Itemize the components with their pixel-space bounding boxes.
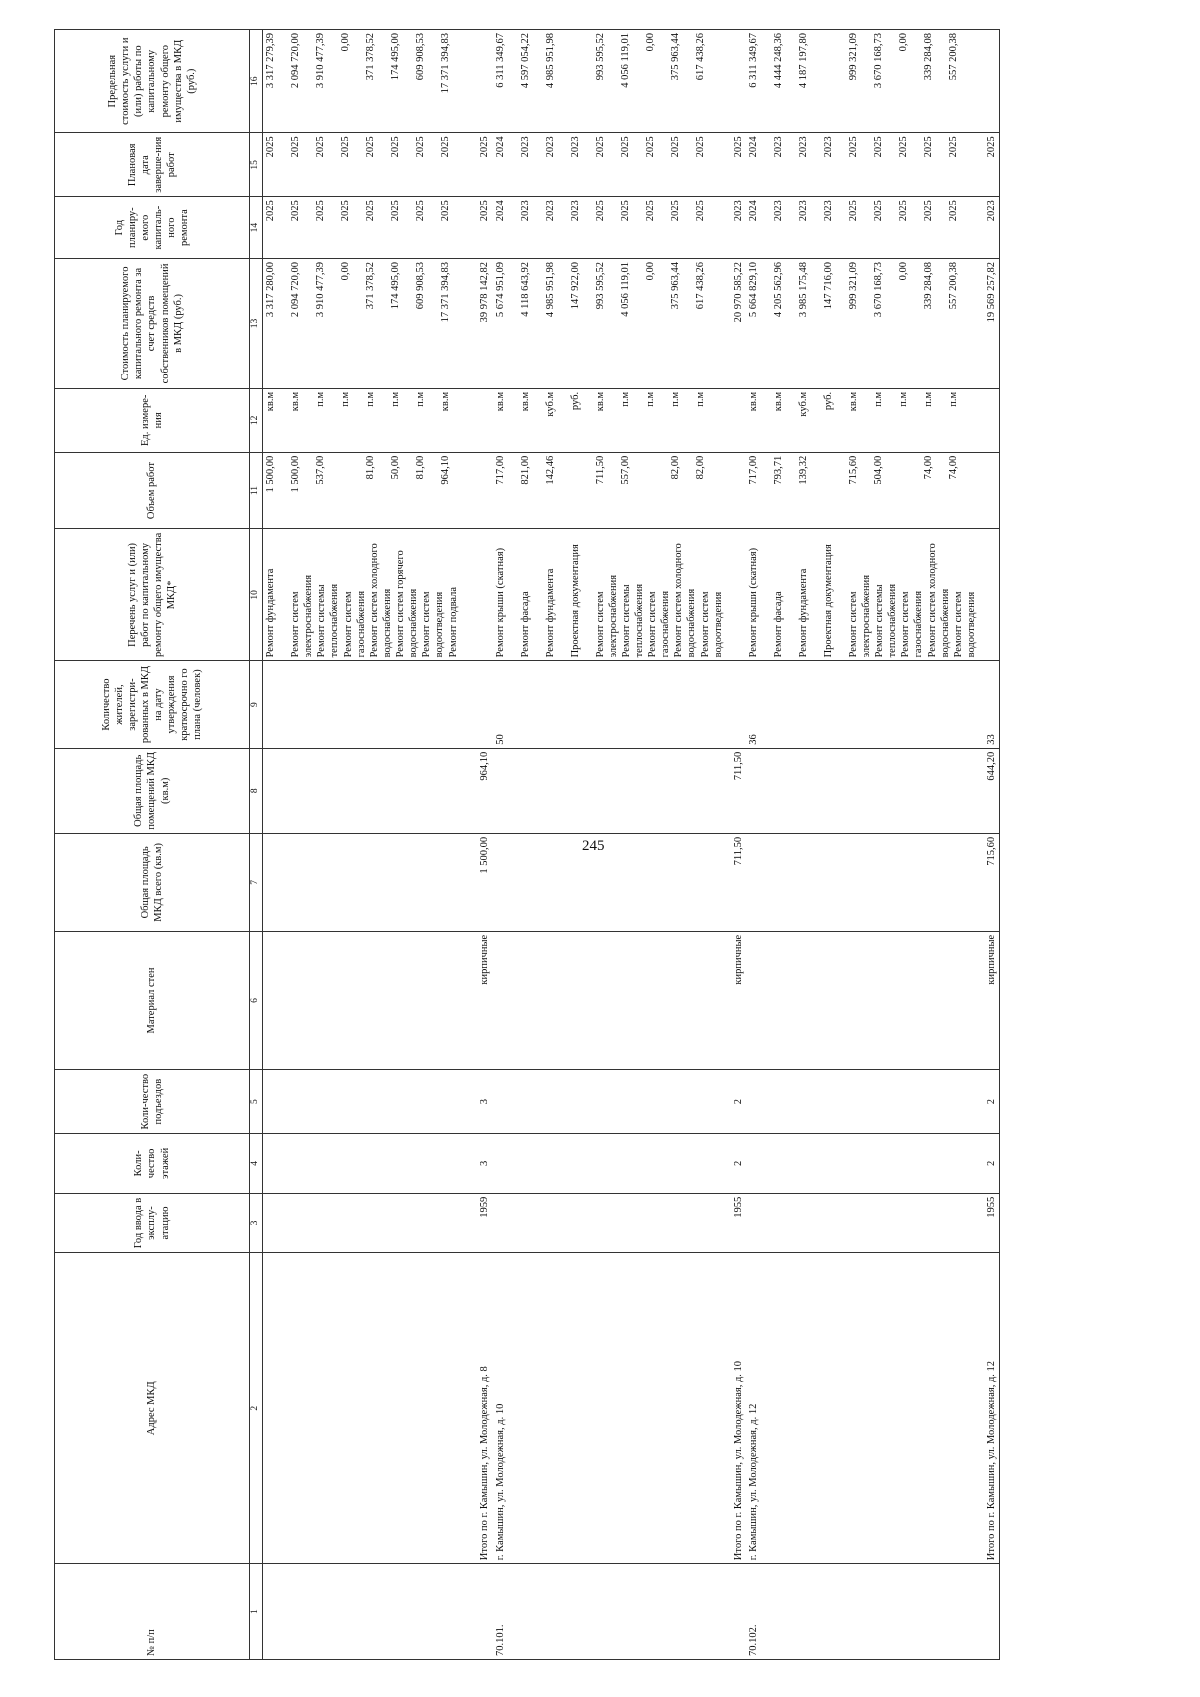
- cell-value: Ремонт крыши (скатная): [494, 547, 506, 658]
- col-header-entrances: Коли-чество подъездов: [55, 1070, 250, 1134]
- cell-value: 617 438,26: [694, 262, 706, 310]
- cell-value: Проектная документация: [569, 544, 581, 658]
- cell-value: руб.: [569, 391, 581, 411]
- col-header-limit-cost: Предельная стоимость услуги и (или) работы по капитальному ремонту общего имущества в МКД (руб.): [55, 30, 250, 133]
- cell-value: Ремонт систем газоснабжения: [647, 590, 672, 658]
- cell-value: кв.м: [772, 391, 784, 412]
- cell-value: п.м: [922, 391, 934, 407]
- house-block-70-102: [746, 30, 979, 1660]
- cell-value: 17 371 394,83: [440, 33, 451, 94]
- col-number: 4: [250, 1134, 263, 1194]
- cell-value: 17 371 394,83: [440, 262, 451, 323]
- cell-value: 375 963,44: [669, 262, 681, 310]
- cell-value: 81,00: [415, 455, 426, 480]
- cell-value: 4 056 119,01: [619, 262, 631, 317]
- cell-value: п.м: [947, 391, 959, 407]
- cell-value: 0,00: [340, 262, 351, 281]
- cell-value: 2025: [440, 136, 451, 158]
- cell-value: 4 118 643,92: [519, 262, 531, 317]
- limit-list: [263, 30, 473, 133]
- cell-value: 147 922,00: [569, 262, 581, 310]
- cell-value: 821,00: [519, 455, 531, 485]
- cell-value: Ремонт крыши (скатная): [747, 547, 759, 658]
- cell-value: 82,00: [694, 455, 706, 480]
- cell-value: Ремонт систем электроснабжения: [847, 574, 872, 658]
- total-row-3: [979, 30, 1000, 1660]
- cell-value: 4 187 197,80: [797, 33, 809, 89]
- cell-value: куб.м: [797, 391, 809, 417]
- page-number: 245: [582, 838, 605, 854]
- floors: 2: [726, 1134, 746, 1194]
- cell-value: 339 284,08: [922, 33, 934, 81]
- cell-value: Ремонт систем водоотведения: [952, 591, 977, 658]
- cell-value: 0,00: [897, 262, 909, 281]
- cell-value: 4 056 119,01: [619, 33, 631, 88]
- limit-list: [493, 30, 726, 133]
- col-number: 8: [250, 748, 263, 833]
- cell-value: 375 963,44: [669, 33, 681, 81]
- year-built: 1955: [726, 1193, 746, 1253]
- cell-value: 74,00: [947, 455, 959, 480]
- works-list: [263, 529, 473, 661]
- area-total: 711,50: [726, 833, 746, 931]
- volume-list: [263, 452, 473, 529]
- cell-value: 2025: [415, 136, 426, 158]
- cell-value: 82,00: [669, 455, 681, 480]
- capital-repair-table: [54, 29, 1000, 1660]
- cell-value: 2025: [694, 200, 706, 222]
- cell-value: Ремонт фундамента: [265, 568, 276, 658]
- cell-value: 2025: [669, 200, 681, 222]
- cell-value: п.м: [390, 391, 401, 407]
- year-built: 1959: [473, 1193, 493, 1253]
- works-list: [493, 529, 726, 661]
- cell-value: п.м: [365, 391, 376, 407]
- cell-value: 2025: [265, 200, 276, 222]
- col-number: 5: [250, 1070, 263, 1134]
- cell-value: 139,32: [797, 455, 809, 485]
- cell-value: 2025: [619, 136, 631, 158]
- cell-value: кв.м: [519, 391, 531, 412]
- cell-value: 2023: [519, 200, 531, 222]
- cell-value: 504,00: [872, 455, 884, 485]
- cell-value: кв.м: [494, 391, 506, 412]
- cell-value: 2025: [947, 200, 959, 222]
- col-number: 10: [250, 529, 263, 661]
- total-row-1: [473, 30, 493, 1660]
- area-rooms: 644,20: [979, 748, 1000, 833]
- cell-value: 3 910 477,39: [315, 33, 326, 89]
- cell-value: 711,50: [594, 455, 606, 485]
- cell-value: 339 284,08: [922, 262, 934, 310]
- cell-value: 3 985 175,48: [797, 262, 809, 318]
- cell-value: 2024: [494, 200, 506, 222]
- cell-value: 2023: [822, 200, 834, 222]
- col-number: 6: [250, 931, 263, 1069]
- total-date-plan: 2025: [726, 133, 746, 197]
- cell-value: 2023: [519, 136, 531, 158]
- col-header-area-rooms: Общая площадь помещений МКД (кв.м): [55, 748, 250, 833]
- cell-value: 4 205 562,96: [772, 262, 784, 318]
- house-block-70-101: [493, 30, 726, 1660]
- house-address: г. Камышин, ул. Молодежная, д. 12: [746, 1253, 979, 1564]
- cell-value: 2025: [847, 136, 859, 158]
- cell-value: п.м: [694, 391, 706, 407]
- cell-value: 2024: [747, 200, 759, 222]
- cell-value: Ремонт систем холодного водоснабжения: [673, 543, 698, 658]
- cell-value: 2025: [872, 200, 884, 222]
- cell-value: 0,00: [644, 262, 656, 281]
- unit-list: [493, 388, 726, 452]
- cell-value: кв.м: [440, 391, 451, 412]
- cell-value: 557 200,38: [947, 33, 959, 81]
- cell-value: руб.: [822, 391, 834, 411]
- cell-value: 2025: [897, 200, 909, 222]
- cell-value: кв.м: [747, 391, 759, 412]
- col-number: 7: [250, 833, 263, 931]
- cell-value: 2025: [872, 136, 884, 158]
- cell-value: Ремонт системы теплоснабжения: [316, 583, 341, 658]
- col-header-works: Перечень услуг и (или) работ по капитальному ремонту общего имущества МКД*: [55, 529, 250, 661]
- cell-value: 2025: [290, 200, 301, 222]
- cell-value: 2025: [365, 136, 376, 158]
- cell-value: Ремонт фасада: [772, 591, 784, 658]
- total-year-plan: 2023: [726, 197, 746, 259]
- cell-value: 142,46: [544, 455, 556, 485]
- cell-value: 3 670 168,73: [872, 33, 884, 89]
- total-year-plan: 2023: [979, 197, 1000, 259]
- cell-value: [897, 456, 922, 526]
- cell-value: [644, 456, 669, 526]
- total-date-plan: 2025: [979, 133, 1000, 197]
- cell-value: куб.м: [544, 391, 556, 417]
- cell-value: 793,71: [772, 455, 784, 485]
- cell-value: 717,00: [494, 455, 506, 485]
- cell-value: 6 311 349,67: [747, 33, 759, 88]
- col-header-residents: Количество жителей, зарегистри-рованных в МКД на дату утверждения краткосрочно го плана (человек): [55, 661, 250, 748]
- total-label: Итого по г. Камышин, ул. Молодежная, д. 10: [726, 1253, 746, 1564]
- floors: 3: [473, 1134, 493, 1194]
- col-header-address: Адрес МКД: [55, 1253, 250, 1564]
- total-cost: 39 978 142,82: [473, 259, 493, 389]
- cell-value: 2025: [594, 136, 606, 158]
- cell-value: п.м: [619, 391, 631, 407]
- cell-value: 2023: [544, 200, 556, 222]
- cell-value: 3 910 477,39: [315, 262, 326, 318]
- total-label: Итого по г. Камышин, ул. Молодежная, д. 12: [979, 1253, 1000, 1564]
- cell-value: 2025: [390, 136, 401, 158]
- floors: 2: [979, 1134, 1000, 1194]
- cell-value: 2023: [544, 136, 556, 158]
- column-number-row: [250, 30, 263, 1660]
- cell-value: 174 495,00: [390, 33, 401, 81]
- col-header-num: № п/п: [55, 1564, 250, 1660]
- wall-material: кирпичные: [726, 931, 746, 1069]
- cell-value: 2025: [947, 136, 959, 158]
- volume-list: [493, 452, 726, 529]
- total-row-2: [726, 30, 746, 1660]
- cell-value: Проектная документация: [822, 544, 834, 658]
- cell-value: 371 378,52: [365, 262, 376, 310]
- row-number: 70.102.: [746, 1564, 979, 1660]
- entrances: 2: [726, 1070, 746, 1134]
- cell-value: 2023: [797, 136, 809, 158]
- cell-value: 2 094 720,00: [290, 262, 301, 318]
- cell-value: п.м: [315, 391, 326, 407]
- cell-value: Ремонт подвала: [447, 586, 459, 658]
- cell-value: 0,00: [897, 33, 909, 52]
- cell-value: 2025: [340, 136, 351, 158]
- cell-value: 4 444 248,36: [772, 33, 784, 89]
- year-list: [746, 197, 979, 259]
- cost-list: [493, 259, 726, 389]
- cell-value: 2 094 720,00: [290, 33, 301, 89]
- cell-value: 0,00: [340, 33, 351, 52]
- col-number: 14: [250, 197, 263, 259]
- cell-value: 81,00: [365, 455, 376, 480]
- col-number: 9: [250, 661, 263, 748]
- cell-value: 964,10: [440, 455, 451, 485]
- year-list: [493, 197, 726, 259]
- total-cost: 20 970 585,22: [726, 259, 746, 389]
- col-header-wall-material: Материал стен: [55, 931, 250, 1069]
- cell-value: 2025: [440, 200, 451, 222]
- cell-value: 2023: [772, 200, 784, 222]
- cell-value: 174 495,00: [390, 262, 401, 310]
- cell-value: п.м: [669, 391, 681, 407]
- rotated-table-wrapper: [54, 29, 1200, 1660]
- col-header-year-built: Год ввода в эксплу-атацию: [55, 1193, 250, 1253]
- cell-value: 2025: [847, 200, 859, 222]
- area-total: 1 500,00: [473, 833, 493, 931]
- cell-value: 2023: [569, 136, 581, 158]
- col-header-unit: Ед. измере-ния: [55, 388, 250, 452]
- cell-value: 1 500,00: [265, 455, 276, 493]
- total-date-plan: 2025: [473, 133, 493, 197]
- cell-value: 3 317 279,39: [265, 33, 276, 89]
- cell-value: 2023: [772, 136, 784, 158]
- row-number: 70.101.: [493, 1564, 726, 1660]
- col-header-date-plan: Плановая дата заверше-ния работ: [55, 133, 250, 197]
- cell-value: п.м: [415, 391, 426, 407]
- col-header-floors: Коли-чество этажей: [55, 1134, 250, 1194]
- date-list: [493, 133, 726, 197]
- col-header-cost: Стоимость планируемого капитального ремонта за счет средств собственников помещений в МКД (руб.): [55, 259, 250, 389]
- cell-value: 2025: [390, 200, 401, 222]
- cell-value: п.м: [872, 391, 884, 407]
- header-row: [55, 30, 250, 1660]
- wall-material: кирпичные: [473, 931, 493, 1069]
- cell-value: 2025: [669, 136, 681, 158]
- year-list: [263, 197, 473, 259]
- col-header-year-plan: Год планиру-емого капиталь-ного ремонта: [55, 197, 250, 259]
- cell-value: п.м: [897, 391, 909, 407]
- cell-value: Ремонт систем газоснабжения: [900, 590, 925, 658]
- cell-value: Ремонт систем электроснабжения: [594, 574, 619, 658]
- cell-value: кв.м: [290, 391, 301, 412]
- cell-value: 2025: [897, 136, 909, 158]
- volume-list: [746, 452, 979, 529]
- cell-value: Ремонт систем водоотведения: [421, 591, 446, 658]
- cell-value: 2025: [644, 136, 656, 158]
- cell-value: 617 438,26: [694, 33, 706, 81]
- cell-value: 2025: [594, 200, 606, 222]
- col-number: 3: [250, 1193, 263, 1253]
- cell-value: 4 985 951,98: [544, 262, 556, 318]
- cell-value: [822, 33, 847, 129]
- cell-value: 2025: [290, 136, 301, 158]
- residents: 33: [979, 661, 1000, 748]
- cell-value: 147 716,00: [822, 262, 834, 310]
- cell-value: 557 200,38: [947, 262, 959, 310]
- cell-value: 2025: [922, 136, 934, 158]
- date-list: [746, 133, 979, 197]
- cell-value: 717,00: [747, 455, 759, 485]
- cell-value: 2025: [365, 200, 376, 222]
- cell-value: 2023: [822, 136, 834, 158]
- cell-value: Ремонт систем электроснабжения: [290, 574, 315, 658]
- residents: 50: [493, 661, 726, 748]
- wall-material: кирпичные: [979, 931, 1000, 1069]
- residents: 36: [746, 661, 979, 748]
- cell-value: кв.м: [265, 391, 276, 412]
- cell-value: 2025: [315, 136, 326, 158]
- cell-value: 4 597 054,22: [519, 33, 531, 89]
- cell-value: 537,00: [315, 455, 326, 485]
- cell-value: 0,00: [644, 33, 656, 52]
- cell-value: [569, 456, 594, 526]
- cell-value: 2023: [569, 200, 581, 222]
- cell-value: Ремонт системы теплоснабжения: [620, 583, 645, 658]
- total-year-plan: 2025: [473, 197, 493, 259]
- cell-value: 5 674 951,09: [494, 262, 506, 318]
- entrances: 3: [473, 1070, 493, 1134]
- cell-value: Ремонт систем водоотведения: [699, 591, 724, 658]
- col-number: 13: [250, 259, 263, 389]
- cost-list: [746, 259, 979, 389]
- col-number: 1: [250, 1564, 263, 1660]
- cell-value: 2025: [315, 200, 326, 222]
- cell-value: Ремонт систем газоснабжения: [342, 590, 367, 658]
- cell-value: Ремонт системы теплоснабжения: [874, 583, 899, 658]
- cell-value: п.м: [340, 391, 351, 407]
- cell-value: Ремонт фундамента: [797, 568, 809, 658]
- cost-list: [263, 259, 473, 389]
- cell-value: 2025: [922, 200, 934, 222]
- cell-value: 557,00: [619, 455, 631, 485]
- cell-value: 3 670 168,73: [872, 262, 884, 318]
- date-list: [263, 133, 473, 197]
- cell-value: 4 985 951,98: [544, 33, 556, 89]
- cell-value: 999 321,09: [847, 33, 859, 81]
- entrances: 2: [979, 1070, 1000, 1134]
- area-total: 715,60: [979, 833, 1000, 931]
- col-header-area-total: Общая площадь МКД всего (кв.м): [55, 833, 250, 931]
- cell-value: Ремонт фасада: [519, 591, 531, 658]
- cell-value: 2024: [747, 136, 759, 158]
- cell-value: 6 311 349,67: [494, 33, 506, 88]
- cell-value: Ремонт систем холодного водоснабжения: [368, 543, 393, 658]
- cell-value: [822, 456, 847, 526]
- cell-value: 609 908,53: [415, 33, 426, 81]
- cell-value: 2025: [415, 200, 426, 222]
- col-number: 11: [250, 452, 263, 529]
- cell-value: 715,60: [847, 455, 859, 485]
- cell-value: 2025: [644, 200, 656, 222]
- cell-value: 2025: [619, 200, 631, 222]
- col-number: 15: [250, 133, 263, 197]
- cell-value: 50,00: [390, 455, 401, 480]
- cell-value: 2025: [694, 136, 706, 158]
- cell-value: 993 595,52: [594, 262, 606, 310]
- col-number: 16: [250, 30, 263, 133]
- cell-value: кв.м: [594, 391, 606, 412]
- cell-value: Ремонт фундамента: [544, 568, 556, 658]
- cell-value: 993 595,52: [594, 33, 606, 81]
- unit-list: [746, 388, 979, 452]
- cell-value: 5 664 829,10: [747, 262, 759, 318]
- cell-value: [569, 33, 594, 129]
- year-built: 1955: [979, 1193, 1000, 1253]
- cell-value: 371 378,52: [365, 33, 376, 81]
- total-cost: 19 569 257,82: [979, 259, 1000, 389]
- cell-value: 74,00: [922, 455, 934, 480]
- cell-value: кв.м: [847, 391, 859, 412]
- works-list: [746, 529, 979, 661]
- cell-value: 2025: [265, 136, 276, 158]
- total-label: Итого по г. Камышин, ул. Молодежная, д. 8: [473, 1253, 493, 1564]
- cell-value: 1 500,00: [290, 455, 301, 493]
- cell-value: 999 321,09: [847, 262, 859, 310]
- cell-value: 2023: [797, 200, 809, 222]
- cell-value: Ремонт систем горячего водоснабжения: [395, 550, 420, 658]
- house-address: г. Камышин, ул. Молодежная, д. 10: [493, 1253, 726, 1564]
- col-header-volume: Объем работ: [55, 452, 250, 529]
- cell-value: 2024: [494, 136, 506, 158]
- cell-value: Ремонт систем холодного водоснабжения: [926, 543, 951, 658]
- works-block-1: [263, 30, 473, 1660]
- area-rooms: 711,50: [726, 748, 746, 833]
- col-number: 12: [250, 388, 263, 452]
- unit-list: [263, 388, 473, 452]
- cell-value: п.м: [644, 391, 656, 407]
- cell-value: 609 908,53: [415, 262, 426, 310]
- cell-value: 2025: [340, 200, 351, 222]
- cell-value: [339, 456, 364, 526]
- col-number: 2: [250, 1253, 263, 1564]
- limit-list: [746, 30, 979, 133]
- area-rooms: 964,10: [473, 748, 493, 833]
- cell-value: 3 317 280,00: [265, 262, 276, 318]
